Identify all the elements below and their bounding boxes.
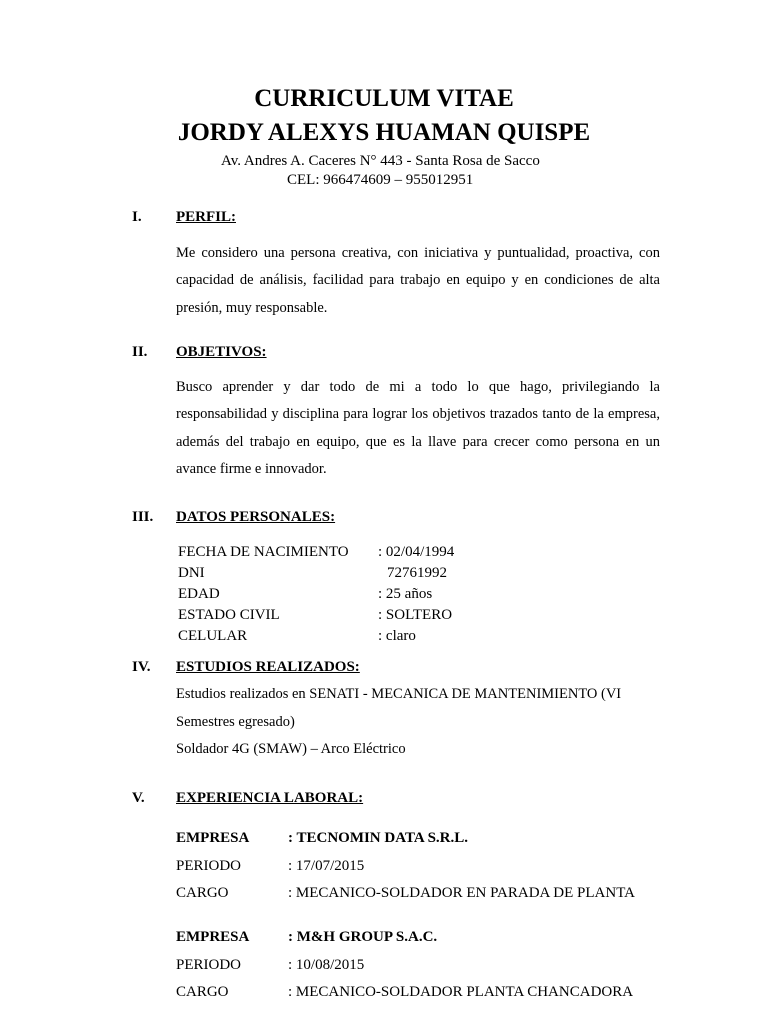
document-title: CURRICULUM VITAE xyxy=(254,85,514,112)
estudios-line: Estudios realizados en SENATI - MECANICA DE MANTENIMIENTO (VI xyxy=(176,686,622,702)
section-title-objetivos: OBJETIVOS: xyxy=(176,344,267,360)
datos-label-edad: EDAD xyxy=(178,586,220,602)
datos-value-edad: : 25 años xyxy=(378,586,433,602)
candidate-name: JORDY ALEXYS HUAMAN QUISPE xyxy=(177,119,591,146)
candidate-address: Av. Andres A. Caceres N° 443 - Santa Rosa de Sacco xyxy=(221,153,540,169)
datos-value-fecha: : 02/04/1994 xyxy=(378,544,455,560)
section-number-perfil: I. xyxy=(132,209,142,225)
datos-label-celular: CELULAR xyxy=(178,628,248,644)
job-empresa-label: EMPRESA xyxy=(176,929,250,945)
job-periodo-value: : 10/08/2015 xyxy=(288,957,365,973)
section-title-perfil: PERFIL: xyxy=(176,209,236,225)
estudios-line: Soldador 4G (SMAW) – Arco Eléctrico xyxy=(176,741,406,757)
section-number-estudios: IV. xyxy=(132,659,151,675)
section-number-objetivos: II. xyxy=(132,344,148,360)
job-cargo-value: : MECANICO-SOLDADOR PLANTA CHANCADORA xyxy=(288,984,634,1000)
job-cargo-value: : MECANICO-SOLDADOR EN PARADA DE PLANTA xyxy=(288,885,636,901)
job-cargo-label: CARGO xyxy=(176,885,229,901)
section-title-experiencia: EXPERIENCIA LABORAL: xyxy=(176,790,364,806)
job-periodo-label: PERIODO xyxy=(176,957,242,973)
datos-value-dni: 72761992 xyxy=(387,565,447,581)
candidate-phones: CEL: 966474609 – 955012951 xyxy=(287,172,474,188)
section-title-datos: DATOS PERSONALES: xyxy=(176,509,336,525)
job-periodo-value: : 17/07/2015 xyxy=(288,858,365,874)
estudios-line: Semestres egresado) xyxy=(176,714,295,730)
job-cargo-label: CARGO xyxy=(176,984,229,1000)
perfil-text: Me considero una persona creativa, con iniciativa y puntualidad, proactiva, con capacidad de análisis, facilidad para trabajo en equipo y en condiciones de alta presión, muy responsable. xyxy=(176,245,660,316)
job-empresa-value: : TECNOMIN DATA S.R.L. xyxy=(288,830,469,846)
job-empresa-label: EMPRESA xyxy=(176,830,250,846)
job-periodo-label: PERIODO xyxy=(176,858,242,874)
objetivos-text: Busco aprender y dar todo de mi a todo lo que hago, privilegiando la responsabilidad y disciplina para lograr los objetivos trazados tanto de la empresa, además del trabajo en equipo, que es la llave para crecer como persona en un avance firme e innovador. xyxy=(176,379,660,477)
section-title-estudios: ESTUDIOS REALIZADOS: xyxy=(176,659,360,675)
datos-value-estado-civil: : SOLTERO xyxy=(378,607,453,623)
datos-label-estado-civil: ESTADO CIVIL xyxy=(178,607,280,623)
section-number-datos: III. xyxy=(132,509,154,525)
datos-label-dni: DNI xyxy=(178,565,205,581)
job-empresa-value: : M&H GROUP S.A.C. xyxy=(288,929,438,945)
section-number-experiencia: V. xyxy=(132,790,145,806)
datos-value-celular: : claro xyxy=(378,628,416,644)
datos-label-fecha: FECHA DE NACIMIENTO xyxy=(178,544,349,560)
